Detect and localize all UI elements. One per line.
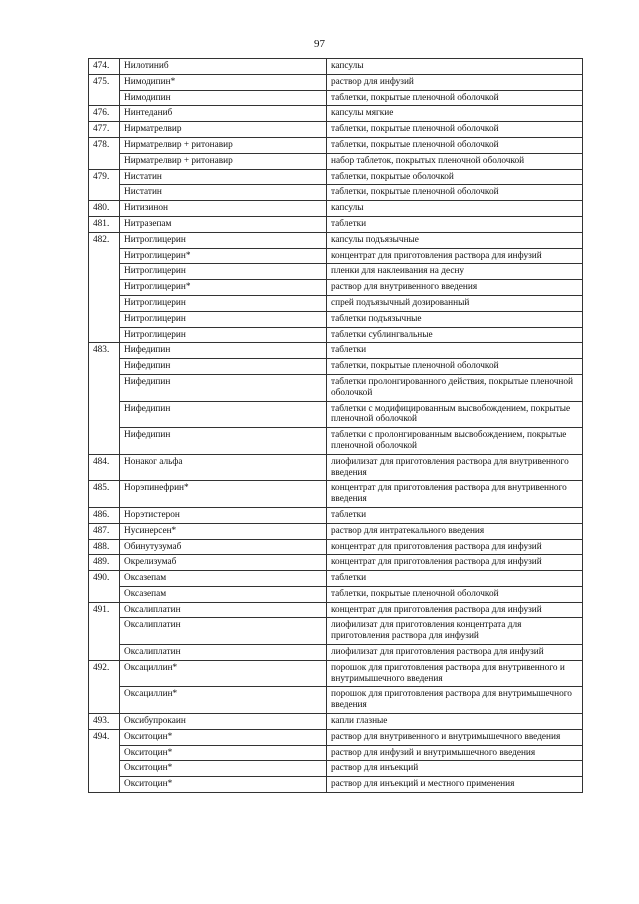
row-number-cell: 482. [89, 232, 120, 343]
row-number-cell: 492. [89, 660, 120, 713]
drug-name-cell: Нифедипин [120, 401, 327, 428]
dosage-form-cell: таблетки сублингвальные [327, 327, 583, 343]
drug-name-cell: Нимодипин [120, 90, 327, 106]
dosage-form-cell: раствор для инфузий [327, 74, 583, 90]
dosage-form-cell: таблетки, покрытые оболочкой [327, 169, 583, 185]
table-row [89, 264, 583, 280]
table-row [89, 523, 583, 539]
row-number-cell: 478. [89, 137, 120, 169]
table-row [89, 90, 583, 106]
drug-name-cell: Оксибупрокаин [120, 714, 327, 730]
drug-name-cell: Нитроглицерин [120, 311, 327, 327]
drug-name-cell: Нистатин [120, 169, 327, 185]
drug-name-cell: Нитразепам [120, 216, 327, 232]
row-number-cell: 477. [89, 122, 120, 138]
drug-name-cell: Нирматрелвир [120, 122, 327, 138]
row-number-cell: 494. [89, 729, 120, 792]
table-row [89, 280, 583, 296]
table-row [89, 122, 583, 138]
table-row [89, 374, 583, 401]
drug-name-cell: Нистатин [120, 185, 327, 201]
drug-name-cell: Оксазепам [120, 586, 327, 602]
drug-name-cell: Нитроглицерин [120, 264, 327, 280]
dosage-form-cell: раствор для внутривенного и внутримышечного введения [327, 729, 583, 745]
drug-name-cell: Нифедипин [120, 343, 327, 359]
drug-name-cell: Окрелизумаб [120, 555, 327, 571]
table-row [89, 507, 583, 523]
table-row [89, 555, 583, 571]
drug-name-cell: Нифедипин [120, 428, 327, 455]
dosage-form-cell: концентрат для приготовления раствора для инфузий [327, 248, 583, 264]
page-number: 97 [314, 38, 325, 50]
drug-name-cell: Окситоцин* [120, 745, 327, 761]
drug-name-cell: Нитроглицерин* [120, 280, 327, 296]
drug-name-cell: Оксазепам [120, 571, 327, 587]
drug-name-cell: Нинтеданиб [120, 106, 327, 122]
table-row [89, 185, 583, 201]
dosage-form-cell: раствор для внутривенного введения [327, 280, 583, 296]
drug-name-cell: Нитроглицерин* [120, 248, 327, 264]
dosage-form-cell: капсулы мягкие [327, 106, 583, 122]
drug-name-cell: Нонаког альфа [120, 454, 327, 481]
drug-name-cell: Нитроглицерин [120, 327, 327, 343]
table-row [89, 59, 583, 75]
dosage-form-cell: таблетки, покрытые пленочной оболочкой [327, 137, 583, 153]
table-row [89, 729, 583, 745]
dosage-form-cell: лиофилизат для приготовления раствора для инфузий [327, 645, 583, 661]
table-row [89, 343, 583, 359]
row-number-cell: 491. [89, 602, 120, 660]
dosage-form-cell: лиофилизат для приготовления раствора для внутривенного введения [327, 454, 583, 481]
drug-name-cell: Обинутузумаб [120, 539, 327, 555]
row-number-cell: 480. [89, 201, 120, 217]
drug-name-cell: Нирматрелвир + ритонавир [120, 153, 327, 169]
table-row [89, 745, 583, 761]
dosage-form-cell: раствор для инъекций и местного применения [327, 777, 583, 793]
table-row [89, 153, 583, 169]
row-number-cell: 481. [89, 216, 120, 232]
dosage-form-cell: капсулы [327, 201, 583, 217]
row-number-cell: 488. [89, 539, 120, 555]
row-number-cell: 487. [89, 523, 120, 539]
table-row [89, 481, 583, 508]
dosage-form-cell: таблетки подъязычные [327, 311, 583, 327]
drug-name-cell: Оксалиплатин [120, 645, 327, 661]
dosage-form-cell: раствор для интратекального введения [327, 523, 583, 539]
table-row [89, 248, 583, 264]
drug-name-cell: Нусинерсен* [120, 523, 327, 539]
drug-name-cell: Окситоцин* [120, 777, 327, 793]
table-row [89, 327, 583, 343]
table-row [89, 428, 583, 455]
row-number-cell: 475. [89, 74, 120, 106]
drug-name-cell: Окситоцин* [120, 761, 327, 777]
dosage-form-cell: раствор для инфузий и внутримышечного введения [327, 745, 583, 761]
drug-name-cell: Оксациллин* [120, 660, 327, 687]
row-number-cell: 490. [89, 571, 120, 603]
table-row [89, 454, 583, 481]
table-row [89, 618, 583, 645]
table-row [89, 539, 583, 555]
drug-list-table [88, 58, 583, 793]
dosage-form-cell: концентрат для приготовления раствора для инфузий [327, 555, 583, 571]
drug-name-cell: Нифедипин [120, 359, 327, 375]
drug-name-cell: Оксалиплатин [120, 602, 327, 618]
table-row [89, 761, 583, 777]
dosage-form-cell: капли глазные [327, 714, 583, 730]
table-row [89, 602, 583, 618]
table-row [89, 137, 583, 153]
row-number-cell: 489. [89, 555, 120, 571]
dosage-form-cell: пленки для наклеивания на десну [327, 264, 583, 280]
dosage-form-cell: капсулы подъязычные [327, 232, 583, 248]
dosage-form-cell: таблетки, покрытые пленочной оболочкой [327, 90, 583, 106]
row-number-cell: 486. [89, 507, 120, 523]
drug-name-cell: Норэпинефрин* [120, 481, 327, 508]
dosage-form-cell: таблетки [327, 343, 583, 359]
dosage-form-cell: таблетки [327, 216, 583, 232]
dosage-form-cell: таблетки, покрытые пленочной оболочкой [327, 185, 583, 201]
drug-name-cell: Нифедипин [120, 374, 327, 401]
row-number-cell: 484. [89, 454, 120, 481]
table-row [89, 660, 583, 687]
dosage-form-cell: капсулы [327, 59, 583, 75]
table-row [89, 401, 583, 428]
table-row [89, 571, 583, 587]
table-row [89, 201, 583, 217]
dosage-form-cell: концентрат для приготовления раствора для инфузий [327, 539, 583, 555]
drug-name-cell: Окситоцин* [120, 729, 327, 745]
drug-name-cell: Нимодипин* [120, 74, 327, 90]
dosage-form-cell: таблетки [327, 507, 583, 523]
table-row [89, 645, 583, 661]
dosage-form-cell: набор таблеток, покрытых пленочной оболочкой [327, 153, 583, 169]
dosage-form-cell: таблетки с модифицированным высвобождением, покрытые пленочной оболочкой [327, 401, 583, 428]
dosage-form-cell: порошок для приготовления раствора для внутримышечного введения [327, 687, 583, 714]
drug-name-cell: Нитроглицерин [120, 295, 327, 311]
table-row [89, 169, 583, 185]
row-number-cell: 485. [89, 481, 120, 508]
table-row [89, 687, 583, 714]
dosage-form-cell: таблетки пролонгированного действия, покрытые пленочной оболочкой [327, 374, 583, 401]
row-number-cell: 476. [89, 106, 120, 122]
dosage-form-cell: концентрат для приготовления раствора для инфузий [327, 602, 583, 618]
dosage-form-cell: порошок для приготовления раствора для внутривенного и внутримышечного введения [327, 660, 583, 687]
table-row [89, 74, 583, 90]
table-body [89, 59, 583, 793]
dosage-form-cell: спрей подъязычный дозированный [327, 295, 583, 311]
table-row [89, 216, 583, 232]
dosage-form-cell: концентрат для приготовления раствора для внутривенного введения [327, 481, 583, 508]
row-number-cell: 493. [89, 714, 120, 730]
table-row [89, 106, 583, 122]
row-number-cell: 479. [89, 169, 120, 201]
drug-name-cell: Оксациллин* [120, 687, 327, 714]
row-number-cell: 483. [89, 343, 120, 454]
dosage-form-cell: раствор для инъекций [327, 761, 583, 777]
drug-name-cell: Оксалиплатин [120, 618, 327, 645]
dosage-form-cell: лиофилизат для приготовления концентрата для приготовления раствора для инфузий [327, 618, 583, 645]
drug-name-cell: Нилотиниб [120, 59, 327, 75]
dosage-form-cell: таблетки, покрытые пленочной оболочкой [327, 359, 583, 375]
table-row [89, 232, 583, 248]
table-row [89, 359, 583, 375]
table-row [89, 586, 583, 602]
drug-name-cell: Норэтистерон [120, 507, 327, 523]
drug-name-cell: Нирматрелвир + ритонавир [120, 137, 327, 153]
dosage-form-cell: таблетки, покрытые пленочной оболочкой [327, 586, 583, 602]
row-number-cell: 474. [89, 59, 120, 75]
dosage-form-cell: таблетки, покрытые пленочной оболочкой [327, 122, 583, 138]
table-row [89, 714, 583, 730]
dosage-form-cell: таблетки с пролонгированным высвобождением, покрытые пленочной оболочкой [327, 428, 583, 455]
drug-name-cell: Нитроглицерин [120, 232, 327, 248]
dosage-form-cell: таблетки [327, 571, 583, 587]
table-row [89, 777, 583, 793]
table-row [89, 311, 583, 327]
table-row [89, 295, 583, 311]
drug-name-cell: Нитизинон [120, 201, 327, 217]
